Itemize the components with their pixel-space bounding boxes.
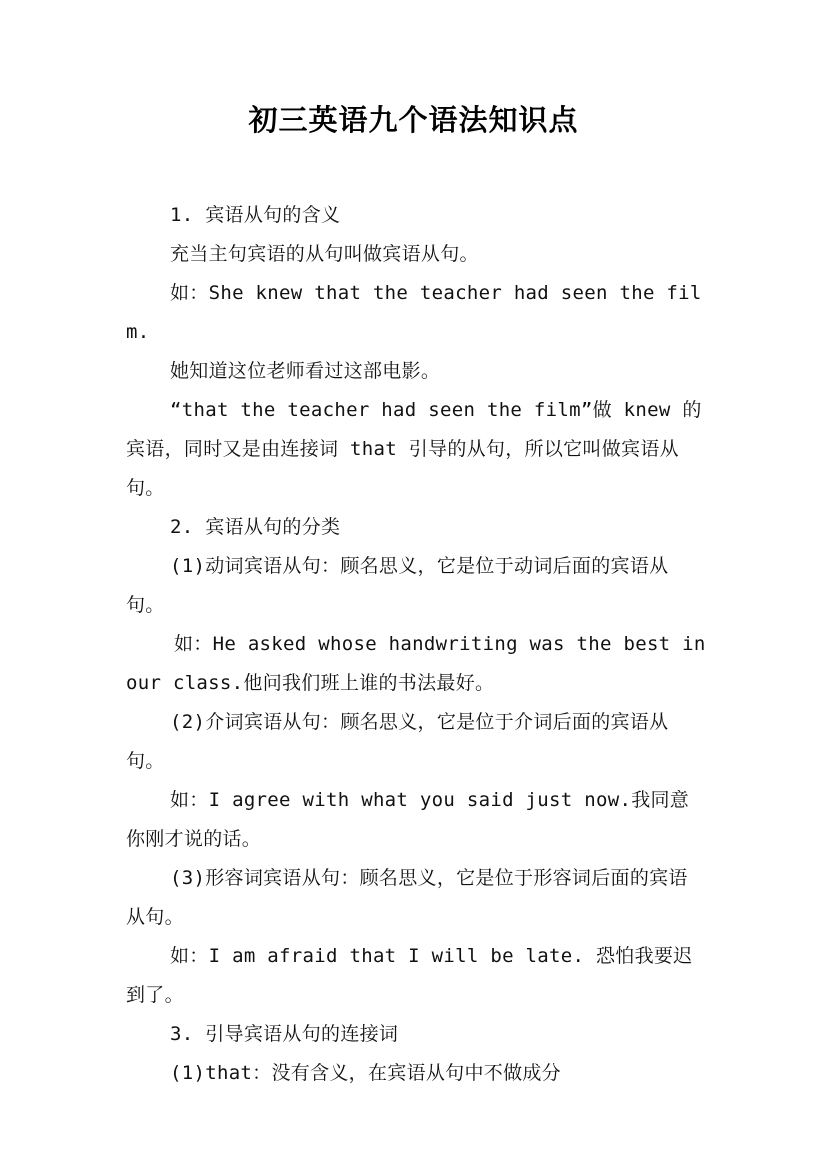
paragraph-example-1: 如：She knew that the teacher had seen the film. [126,282,702,343]
section-heading-3: 3. 引导宾语从句的连接词 [170,1023,399,1045]
paragraph-definition: 充当主句宾语的从句叫做宾语从句。 [170,243,479,265]
paragraph-adjective-object-clause: (3)形容词宾语从句：顾名思义，它是位于形容词后面的宾语从句。 [126,867,688,928]
paragraph-example-4: 如：I am afraid that I will be late. 恐怕我要迟到了。 [126,945,693,1006]
section-heading-2: 2. 宾语从句的分类 [170,516,341,538]
paragraph-verb-object-clause: (1)动词宾语从句：顾名思义，它是位于动词后面的宾语从句。 [126,555,669,616]
paragraph-example-2: 如：He asked whose handwriting was the best in our class.他问我们班上谁的书法最好。 [126,633,706,694]
paragraph-example-3: 如：I agree with what you said just now.我同意你刚才说的话。 [126,789,690,850]
document-title: 初三英语九个语法知识点 [248,103,579,137]
section-heading-1: 1. 宾语从句的含义 [170,204,341,226]
document-body [126,196,706,1093]
paragraph-translation-1: 她知道这位老师看过这部电影。 [170,360,441,382]
paragraph-preposition-object-clause: (2)介词宾语从句：顾名思义，它是位于介词后面的宾语从句。 [126,711,669,772]
paragraph-explanation: “that the teacher had seen the film”做 knew 的宾语，同时又是由连接词 that 引导的从句，所以它叫做宾语从句。 [126,399,702,499]
paragraph-that-connector: (1)that：没有含义，在宾语从句中不做成分 [170,1062,561,1084]
